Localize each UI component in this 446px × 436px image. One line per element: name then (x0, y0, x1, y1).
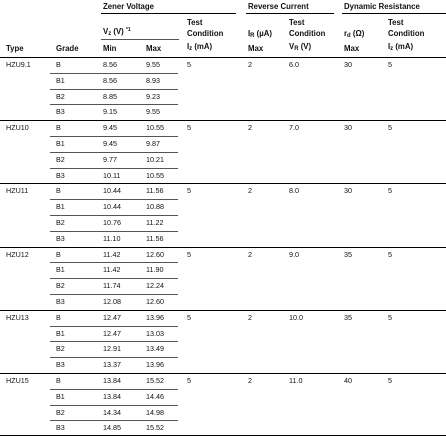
grade-cell: B3 (56, 170, 65, 180)
grade-cell: B (56, 312, 61, 322)
vz-min-cell: 10.11 (103, 170, 121, 180)
vz-max-cell: 15.52 (146, 423, 164, 433)
vz-max-cell: 9.87 (146, 139, 160, 148)
grade-cell: B2 (56, 154, 65, 164)
grade-cell: B (56, 123, 61, 133)
rule-grade (50, 389, 178, 390)
vz-min-cell: 9.77 (103, 154, 117, 164)
grade-cell: B3 (56, 233, 65, 243)
vz-max-cell: 13.03 (146, 328, 164, 338)
header-vz: Vz (V) $^{*1}$ (103, 27, 131, 37)
rule-grade (50, 262, 178, 263)
header-test-3: Test (388, 18, 404, 27)
iz2-cell: 5 (388, 60, 392, 69)
vz-max-cell: 13.49 (146, 344, 164, 354)
vr-cell: 10.0 (289, 312, 303, 322)
rule-grade (50, 326, 178, 327)
rule-grade (50, 357, 178, 358)
rd-cell: 30 (344, 60, 352, 69)
rule-group (0, 57, 446, 58)
vz-min-cell: 10.44 (103, 186, 121, 196)
vz-min-cell: 10.44 (103, 202, 121, 212)
header-condition-3: Condition (388, 29, 425, 38)
rd-cell: 40 (344, 376, 352, 385)
header-rd: rd (Ω) (344, 29, 365, 39)
grade-cell: B (56, 60, 61, 69)
iz2-cell: 5 (388, 186, 392, 196)
vz-min-cell: 11.42 (103, 265, 121, 275)
grade-cell: B1 (56, 202, 65, 212)
header-zener-voltage: Zener Voltage (103, 2, 154, 11)
rule-dynamic (342, 13, 446, 14)
vz-max-cell: 10.21 (146, 154, 164, 164)
vz-min-cell: 10.76 (103, 218, 121, 227)
vr-cell: 6.0 (289, 60, 299, 69)
vz-max-cell: 10.55 (146, 170, 164, 180)
iz-cell: 5 (187, 249, 191, 259)
header-type: Type (6, 44, 24, 53)
rule-group (0, 373, 446, 374)
vz-min-cell: 9.45 (103, 123, 117, 133)
rule-grade (50, 420, 178, 421)
vz-min-cell: 8.85 (103, 91, 117, 101)
header-vr: VR (V) (289, 42, 312, 52)
rule-group (0, 247, 446, 248)
rule-grade (50, 278, 178, 279)
vr-cell: 7.0 (289, 123, 299, 133)
vz-max-cell: 14.46 (146, 391, 164, 401)
rule-grade (50, 215, 178, 216)
vz-max-cell: 10.55 (146, 123, 164, 133)
vz-min-cell: 9.45 (103, 139, 117, 148)
grade-cell: B1 (56, 265, 65, 275)
vz-max-cell: 11.90 (146, 265, 164, 275)
grade-cell: B2 (56, 218, 65, 227)
header-test-2: Test (289, 18, 305, 27)
rule-reverse (246, 13, 334, 14)
iz-cell: 5 (187, 186, 191, 196)
vz-min-cell: 12.47 (103, 312, 121, 322)
vz-min-cell: 13.37 (103, 360, 121, 370)
rule-grade (50, 89, 178, 90)
vz-min-cell: 11.10 (103, 233, 121, 243)
rule-grade (50, 199, 178, 200)
ir-cell: 2 (248, 60, 252, 69)
vz-min-cell: 8.56 (103, 75, 117, 85)
type-cell: HZU10 (6, 123, 29, 133)
grade-cell: B1 (56, 139, 65, 148)
vz-min-cell: 13.84 (103, 376, 121, 385)
vz-max-cell: 9.23 (146, 91, 160, 101)
vz-max-cell: 10.88 (146, 202, 164, 212)
vr-cell: 9.0 (289, 249, 299, 259)
vz-max-cell: 13.96 (146, 312, 164, 322)
rd-cell: 30 (344, 123, 352, 133)
vz-max-cell: 12.24 (146, 281, 164, 291)
iz-cell: 5 (187, 60, 191, 69)
vz-min-cell: 13.84 (103, 391, 121, 401)
vr-cell: 11.0 (289, 376, 303, 385)
vz-min-cell: 14.85 (103, 423, 121, 433)
iz2-cell: 5 (388, 123, 392, 133)
grade-cell: B2 (56, 344, 65, 354)
vz-max-cell: 12.60 (146, 297, 164, 306)
iz-cell: 5 (187, 312, 191, 322)
vz-min-cell: 8.56 (103, 60, 117, 69)
rd-cell: 30 (344, 186, 352, 196)
rule-grade (50, 104, 178, 105)
type-cell: HZU12 (6, 249, 29, 259)
vz-max-cell: 9.55 (146, 60, 160, 69)
vz-max-cell: 12.60 (146, 249, 164, 259)
iz-cell: 5 (187, 123, 191, 133)
rule-grade (50, 231, 178, 232)
header-test-1: Test (187, 18, 203, 27)
rd-cell: 35 (344, 312, 352, 322)
vz-max-cell: 8.93 (146, 75, 160, 85)
vz-min-cell: 9.15 (103, 107, 117, 117)
rule-group (0, 183, 446, 184)
header-reverse-current: Reverse Current (248, 2, 309, 11)
vz-max-cell: 9.55 (146, 107, 160, 117)
header-iz: Iz (mA) (187, 42, 213, 52)
grade-cell: B (56, 376, 61, 385)
rule-group (0, 310, 446, 311)
type-cell: HZU11 (6, 186, 29, 196)
ir-cell: 2 (248, 249, 252, 259)
vz-min-cell: 11.74 (103, 281, 121, 291)
rd-cell: 35 (344, 249, 352, 259)
iz2-cell: 5 (388, 376, 392, 385)
vz-max-cell: 11.56 (146, 186, 164, 196)
vz-max-cell: 11.56 (146, 233, 164, 243)
header-ir-max: Max (248, 44, 264, 53)
vz-max-cell: 11.22 (146, 218, 164, 227)
vz-min-cell: 14.34 (103, 407, 121, 417)
header-grade: Grade (56, 44, 79, 53)
rule-grade (50, 294, 178, 295)
rule-grade (50, 73, 178, 74)
vz-min-cell: 12.91 (103, 344, 121, 354)
rule-group (0, 120, 446, 121)
vr-cell: 8.0 (289, 186, 299, 196)
ir-cell: 2 (248, 123, 252, 133)
rule-grade (50, 152, 178, 153)
vz-min-cell: 12.08 (103, 297, 121, 306)
header-min: Min (103, 44, 117, 53)
rule-grade (50, 405, 178, 406)
grade-cell: B3 (56, 423, 65, 433)
header-dynamic-resistance: Dynamic Resistance (344, 2, 420, 11)
header-rd-max: Max (344, 44, 360, 53)
header-ir: IR (µA) (248, 29, 272, 39)
rule-grade (50, 136, 178, 137)
type-cell: HZU15 (6, 376, 29, 385)
iz2-cell: 5 (388, 249, 392, 259)
ir-cell: 2 (248, 186, 252, 196)
grade-cell: B2 (56, 281, 65, 291)
ir-cell: 2 (248, 376, 252, 385)
header-max: Max (146, 44, 162, 53)
rule-grade (50, 341, 178, 342)
grade-cell: B2 (56, 407, 65, 417)
type-cell: HZU9.1 (6, 60, 31, 69)
grade-cell: B1 (56, 328, 65, 338)
vz-max-cell: 14.98 (146, 407, 164, 417)
grade-cell: B3 (56, 297, 65, 306)
grade-cell: B (56, 249, 61, 259)
type-cell: HZU13 (6, 312, 29, 322)
rule-grade (50, 168, 178, 169)
grade-cell: B3 (56, 360, 65, 370)
grade-cell: B1 (56, 391, 65, 401)
rule-zener (101, 13, 236, 14)
header-condition-2: Condition (289, 29, 326, 38)
grade-cell: B3 (56, 107, 65, 117)
grade-cell: B (56, 186, 61, 196)
vz-min-cell: 11.42 (103, 249, 121, 259)
grade-cell: B2 (56, 91, 65, 101)
header-iz2: Iz (mA) (388, 42, 414, 52)
rule-vz (101, 39, 179, 40)
vz-min-cell: 12.47 (103, 328, 121, 338)
grade-cell: B1 (56, 75, 65, 85)
ir-cell: 2 (248, 312, 252, 322)
iz-cell: 5 (187, 376, 191, 385)
vz-max-cell: 13.96 (146, 360, 164, 370)
header-condition-1: Condition (187, 29, 224, 38)
iz2-cell: 5 (388, 312, 392, 322)
vz-max-cell: 15.52 (146, 376, 164, 385)
